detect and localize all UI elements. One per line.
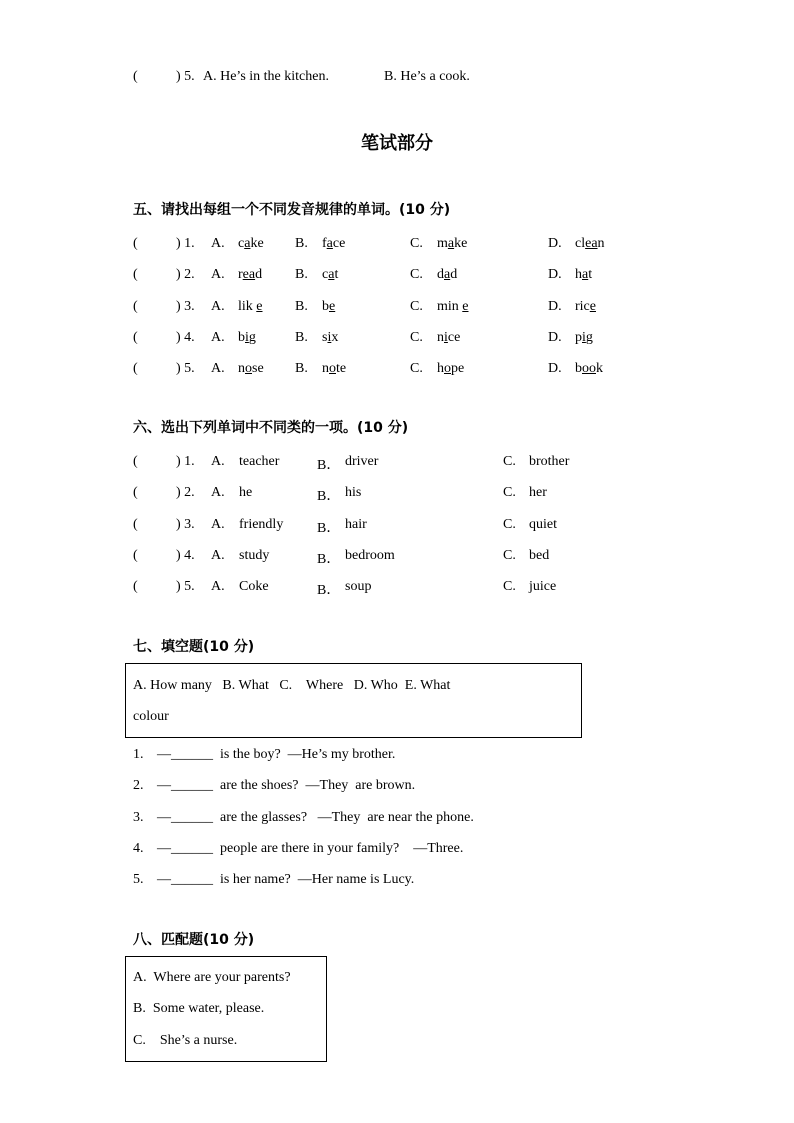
- underlined-letters: o: [444, 361, 451, 377]
- answer-paren-open: (: [133, 267, 138, 283]
- fill-in-item: [133, 841, 773, 861]
- answer-paren-open: (: [133, 236, 138, 251]
- option-word: [238, 330, 256, 346]
- underlined-letters: e: [329, 298, 336, 314]
- answer-paren-open: (: [133, 329, 138, 345]
- word-part: c: [322, 267, 329, 283]
- option-letter: B.: [295, 236, 308, 251]
- question-row: [133, 517, 773, 537]
- option-letter: C.: [503, 485, 516, 501]
- option-letter: C.: [503, 454, 516, 469]
- underlined-letters: ea: [585, 236, 598, 251]
- option-letter: A.: [211, 267, 225, 283]
- option-a: A. He’s in the kitchen.: [203, 69, 329, 84]
- section-8-heading: 八、匹配题(10 分): [133, 932, 255, 948]
- question-text: —______ is her name? —Her name is Lucy.: [157, 872, 415, 888]
- answer-paren-open: (: [133, 69, 138, 84]
- option-letter: C.: [503, 579, 516, 595]
- option-letter: B.: [295, 298, 308, 314]
- word-part: c: [238, 236, 245, 251]
- option-letter: D.: [548, 361, 562, 377]
- option-word: [437, 299, 469, 315]
- word-part: pe: [451, 361, 465, 377]
- question-text: —______ are the glasses? —They are near the phone.: [157, 809, 474, 825]
- word-part: b: [575, 361, 582, 377]
- question-number: 4.: [133, 840, 144, 856]
- underlined-letters: i: [582, 329, 586, 345]
- word-part: ke: [250, 236, 264, 251]
- option-word: [437, 361, 464, 377]
- option-word: quiet: [529, 516, 557, 532]
- word-part: ric: [575, 298, 590, 314]
- underlined-letters: e: [256, 298, 263, 314]
- question-row: [133, 236, 773, 256]
- word-bank-line-1: A. How many B. What C. Where D. Who E. What: [133, 678, 451, 693]
- word-part: min: [437, 298, 463, 314]
- fill-in-item: [133, 747, 773, 767]
- match-option: A. Where are your parents?: [133, 970, 291, 985]
- word-part: d: [450, 267, 458, 283]
- option-letter: D.: [548, 267, 562, 283]
- answer-paren-open: (: [133, 361, 138, 377]
- word-part: n: [322, 361, 329, 377]
- underlined-letters: i: [245, 329, 249, 345]
- option-word: [322, 330, 338, 346]
- word-part: h: [575, 267, 582, 283]
- option-word: [238, 267, 262, 283]
- question-row: [133, 485, 773, 505]
- question-number: 5.: [133, 872, 144, 888]
- underlined-letters: a: [244, 236, 251, 251]
- word-part: f: [322, 236, 327, 251]
- option-letter: B．: [317, 489, 341, 505]
- question-row: [133, 454, 773, 474]
- option-word: brother: [529, 454, 570, 469]
- answer-paren-open: (: [133, 454, 138, 469]
- match-option: B. Some water, please.: [133, 1001, 265, 1017]
- option-word: [322, 267, 338, 283]
- option-word: his: [345, 485, 362, 501]
- option-letter: A.: [211, 547, 225, 563]
- option-word: [238, 299, 263, 315]
- underlined-letters: oo: [582, 361, 596, 377]
- answer-paren-open: (: [133, 298, 138, 314]
- option-letter: B．: [317, 551, 341, 567]
- option-word: [575, 267, 592, 283]
- question-number: ) 3.: [176, 516, 195, 532]
- option-word: driver: [345, 454, 379, 469]
- answer-paren-open: (: [133, 579, 138, 595]
- option-letter: D.: [548, 329, 562, 345]
- option-letter: A.: [211, 579, 225, 595]
- option-letter: C.: [503, 516, 516, 532]
- word-part: lik: [238, 298, 257, 314]
- section-6-heading: 六、选出下列单词中不同类的一项。(10 分): [133, 420, 409, 436]
- option-word: he: [239, 485, 253, 501]
- option-word: [575, 330, 593, 346]
- word-part: d: [437, 267, 444, 283]
- option-letter: D.: [548, 236, 562, 251]
- question-row: [133, 69, 773, 89]
- word-bank-line-2: colour: [133, 709, 169, 724]
- question-text: —______ is the boy? —He’s my brother.: [157, 747, 396, 762]
- word-part: r: [238, 267, 243, 283]
- underlined-letters: a: [582, 267, 589, 283]
- option-word: juice: [529, 579, 557, 595]
- option-letter: B.: [295, 329, 308, 345]
- option-letter: A.: [211, 298, 225, 314]
- option-letter: D.: [548, 298, 562, 314]
- option-word: hair: [345, 516, 367, 532]
- option-word: Coke: [239, 579, 269, 595]
- section-5-heading: 五、请找出每组一个不同发音规律的单词。(10 分): [133, 202, 451, 218]
- word-part: te: [336, 361, 347, 377]
- question-number: ) 1.: [176, 236, 195, 251]
- option-word: soup: [345, 579, 372, 595]
- question-text: —______ people are there in your family? —Three.: [157, 840, 464, 856]
- fill-in-item: [133, 778, 773, 798]
- underlined-letters: e: [589, 298, 596, 314]
- section-7-heading: 七、填空题(10 分): [133, 639, 255, 655]
- option-word: bedroom: [345, 547, 395, 563]
- option-letter: B．: [317, 583, 341, 599]
- question-row: [133, 299, 773, 319]
- question-number: ) 3.: [176, 298, 195, 314]
- option-word: [575, 361, 603, 377]
- option-letter: A.: [211, 485, 225, 501]
- question-number: 2.: [133, 778, 144, 794]
- word-part: n: [437, 329, 444, 345]
- option-word: [575, 299, 596, 315]
- question-number: ) 1.: [176, 454, 195, 469]
- option-letter: C.: [410, 298, 423, 314]
- underlined-letters: ea: [242, 267, 256, 283]
- question-number: ) 4.: [176, 329, 195, 345]
- option-word: [238, 361, 264, 377]
- underlined-letters: e: [462, 298, 469, 314]
- word-part: t: [334, 267, 339, 283]
- word-part: x: [331, 329, 339, 345]
- question-text: —______ are the shoes? —They are brown.: [157, 778, 416, 794]
- word-part: s: [322, 329, 328, 345]
- word-part: n: [597, 236, 605, 251]
- option-letter: A.: [211, 454, 225, 469]
- option-word: [575, 236, 605, 252]
- answer-paren-open: (: [133, 516, 138, 532]
- fill-in-item: [133, 810, 773, 830]
- option-word: study: [239, 547, 270, 563]
- word-part: ke: [454, 236, 468, 251]
- answer-paren-open: (: [133, 547, 138, 563]
- option-letter: C.: [410, 361, 423, 377]
- word-bank-box: [125, 663, 582, 738]
- option-letter: B.: [295, 361, 308, 377]
- word-part: g: [585, 329, 593, 345]
- option-word: [322, 361, 346, 377]
- option-letter: B.: [295, 267, 308, 283]
- option-letter: C.: [410, 267, 423, 283]
- question-row: [133, 267, 773, 287]
- option-word: her: [529, 485, 547, 501]
- question-number: 3.: [133, 809, 144, 825]
- question-row: [133, 579, 773, 599]
- page-title: 笔试部分: [361, 133, 433, 154]
- underlined-letters: o: [245, 361, 252, 377]
- option-word: friendly: [239, 516, 284, 532]
- option-letter: B．: [317, 520, 341, 536]
- word-part: ce: [332, 236, 346, 251]
- word-part: cl: [575, 236, 586, 251]
- word-part: g: [248, 329, 256, 345]
- option-word: [437, 330, 460, 346]
- word-part: t: [588, 267, 593, 283]
- option-word: [322, 236, 345, 252]
- question-row: [133, 361, 773, 381]
- question-number: 1.: [133, 747, 144, 762]
- option-word: [322, 299, 335, 315]
- answer-paren-close: ) 5.: [176, 69, 195, 84]
- option-letter: A.: [211, 236, 225, 251]
- question-number: ) 4.: [176, 547, 195, 563]
- word-part: b: [238, 329, 245, 345]
- word-part: b: [322, 298, 329, 314]
- option-word: [437, 236, 467, 252]
- option-letter: C.: [410, 236, 423, 251]
- underlined-letters: a: [447, 236, 455, 251]
- word-part: p: [575, 329, 582, 345]
- word-part: n: [238, 361, 245, 377]
- underlined-letters: o: [329, 361, 336, 377]
- question-number: ) 2.: [176, 267, 195, 283]
- question-number: ) 5.: [176, 579, 195, 595]
- word-part: ce: [447, 329, 461, 345]
- word-part: se: [252, 361, 264, 377]
- underlined-letters: a: [328, 267, 335, 283]
- underlined-letters: a: [326, 236, 333, 251]
- underlined-letters: a: [444, 267, 451, 283]
- option-letter: A.: [211, 329, 225, 345]
- word-part: m: [437, 236, 448, 251]
- option-word: bed: [529, 547, 550, 563]
- question-number: ) 5.: [176, 361, 195, 377]
- option-letter: C.: [410, 329, 423, 345]
- question-number: ) 2.: [176, 485, 195, 501]
- answer-paren-open: (: [133, 485, 138, 501]
- underlined-letters: i: [327, 329, 332, 345]
- option-b: B. He’s a cook.: [384, 69, 470, 84]
- option-letter: C.: [503, 547, 516, 563]
- underlined-letters: i: [444, 329, 448, 345]
- option-word: teacher: [239, 454, 280, 469]
- option-letter: B．: [317, 458, 341, 473]
- fill-in-item: [133, 872, 773, 892]
- word-part: k: [596, 361, 603, 377]
- match-option: C. She’s a nurse.: [133, 1032, 238, 1048]
- question-row: [133, 548, 773, 568]
- option-letter: A.: [211, 516, 225, 532]
- option-letter: A.: [211, 361, 225, 377]
- question-row: [133, 330, 773, 350]
- option-word: [437, 267, 457, 283]
- word-part: d: [255, 267, 263, 283]
- option-word: [238, 236, 264, 252]
- word-part: h: [437, 361, 444, 377]
